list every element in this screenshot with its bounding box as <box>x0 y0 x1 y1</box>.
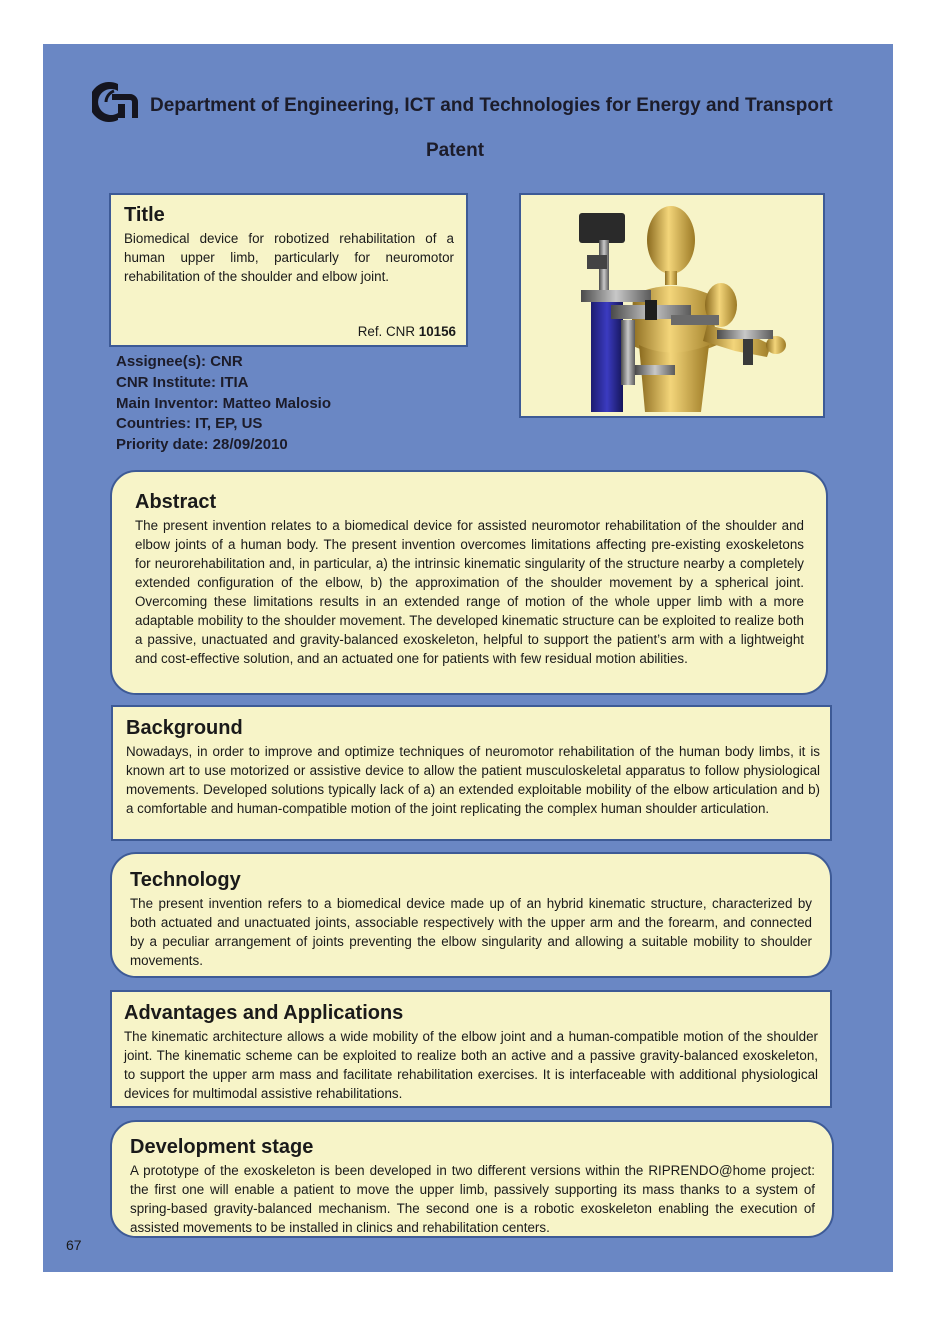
cnr-logo-icon <box>92 80 144 124</box>
cnr-institute: CNR Institute: ITIA <box>116 373 249 391</box>
advantages-heading: Advantages and Applications <box>124 1002 404 1024</box>
title-heading: Title <box>124 204 165 226</box>
patent-meta <box>116 352 331 456</box>
countries: Countries: IT, EP, US <box>116 415 263 433</box>
ref-number: 10156 <box>418 324 456 339</box>
device-image-frame <box>519 193 825 418</box>
section-label: Patent <box>425 140 485 161</box>
advantages-box <box>110 990 832 1108</box>
priority-date: Priority date: 28/09/2010 <box>116 436 288 454</box>
exoskeleton-illustration <box>521 195 823 416</box>
main-inventor: Main Inventor: Matteo Malosio <box>116 394 332 412</box>
development-heading: Development stage <box>130 1136 314 1158</box>
technology-heading: Technology <box>130 869 241 891</box>
abstract-text: The present invention relates to a biomedical device for assisted neuromotor rehabilitation of the shoulder and elbow joints of a human body. The present invention overcomes limitations affecting pre-existing exoskeletons for neurorehabilitation and, in particular, a) the intrinsic kinematic singularity of the structure nearby a completely extended configuration of the elbow, b) the approximation of the shoulder movement by a spherical joint. Overcoming these limitations results in an extended range of motion of the whole upper limb with a more adaptable mobility to the shoulder movement. The developed kinematic structure can be exploited to realize both a passive, unactuated and gravity-balanced exoskeleton, helpful to support the patient’s arm with a lightweight and cost-effective solution, and an actuated one for patients with few residual motion abilities. <box>135 518 804 666</box>
assignee: Assignee(s): CNR <box>116 353 243 370</box>
department-title: Department of Engineering, ICT and Technologies for Energy and Transport <box>150 95 833 116</box>
reference-number <box>358 324 456 339</box>
technology-text: The present invention refers to a biomedical device made up of an hybrid kinematic structure, characterized by both actuated and unactuated joints, associable respectively with the upper arm and the forearm, and connected by a peculiar arrangement of joints preventing the elbow singularity and allowing a suitable mobility to shoulder movements. <box>130 896 812 968</box>
development-text: A prototype of the exoskeleton is been developed in two different versions within the RIPRENDO@home project: the first one will enable a patient to move the upper limb, passively supporting its mass thanks to a system of spring-based gravity-balanced mechanism. The second one is a robotic exoskeleton enabling the execution of assisted movements to be installed in clinics and rehabilitation centers. <box>130 1163 815 1235</box>
page-number: 67 <box>66 1237 82 1253</box>
title-box <box>109 193 468 347</box>
abstract-heading: Abstract <box>135 491 217 513</box>
abstract-box <box>110 470 828 695</box>
technology-box <box>110 852 832 978</box>
advantages-text: The kinematic architecture allows a wide mobility of the elbow joint and a human-compatible motion of the shoulder joint. The kinematic scheme can be exploited to realize both an active and a passive gravity-balanced exoskeleton, to support the upper arm mass and facilitate rehabilitation exercises. It is interfaceable with additional physiological devices for multimodal assistive rehabilitations. <box>124 1029 818 1101</box>
background-text: Nowadays, in order to improve and optimize techniques of neuromotor rehabilitation of the human body limbs, it is known art to use motorized or assistive device to allow the patient musculoskeletal apparatus to follow physiological movements. Developed solutions typically lack of a) an extended exploitable mobility of the elbow articulation and b) a comfortable and human-compatible motion of the joint replicating the complex human shoulder articulation. <box>126 744 820 816</box>
ref-label: Ref. CNR <box>357 324 416 339</box>
background-box <box>111 705 832 841</box>
development-box <box>110 1120 834 1238</box>
background-heading: Background <box>126 717 243 739</box>
title-text: Biomedical device for robotized rehabilitation of a human upper limb, particularly for neuromotor rehabilitation of the shoulder and elbow joint. <box>124 231 454 284</box>
